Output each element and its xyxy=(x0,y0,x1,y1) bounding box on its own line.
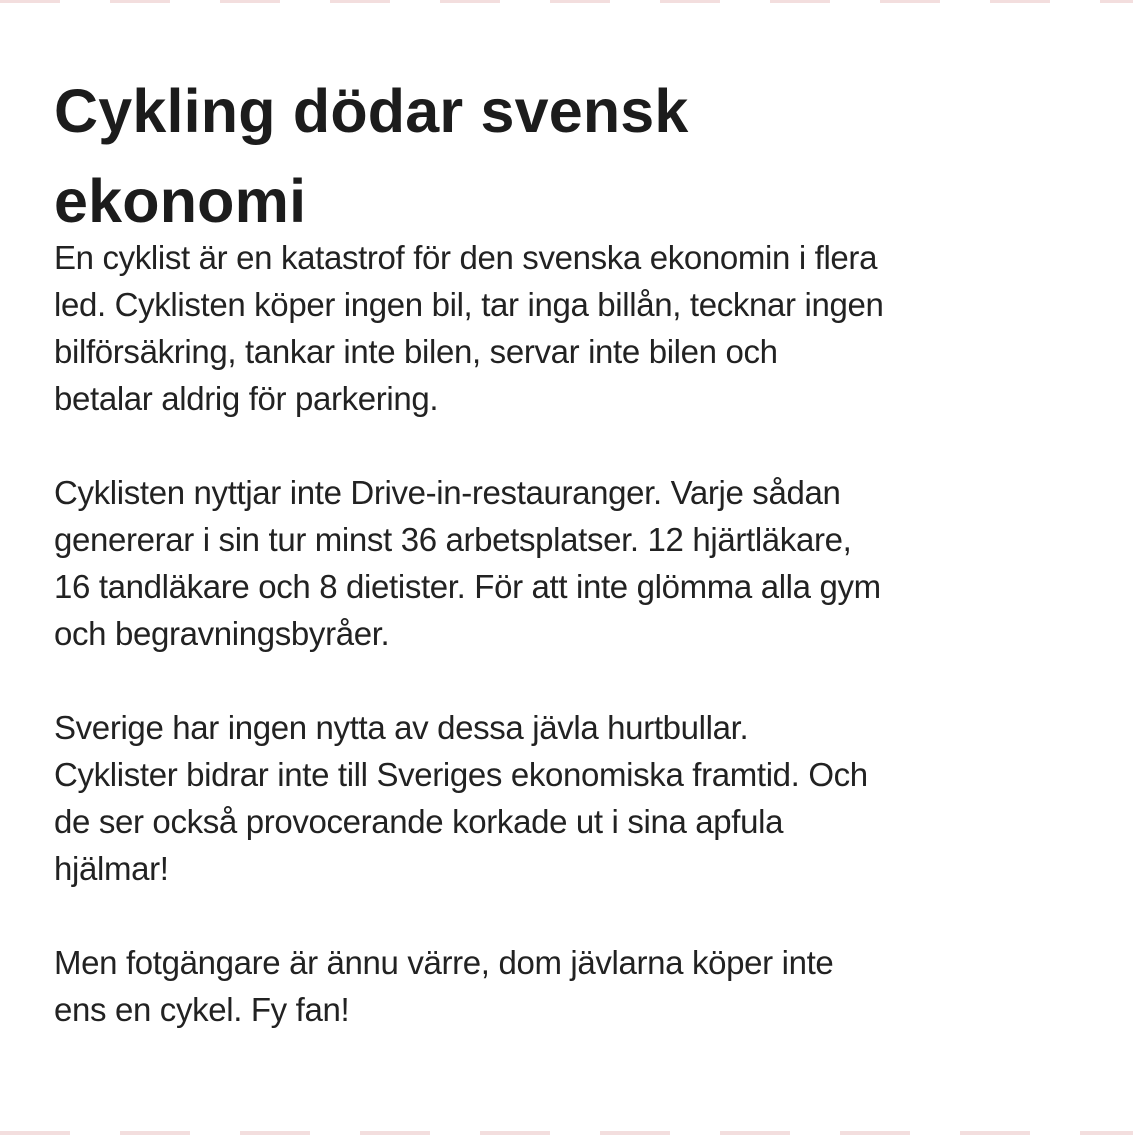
text-line: de ser också provocerande korkade ut i sina apfula xyxy=(54,803,784,840)
paragraph-4 xyxy=(54,939,1114,1033)
text-line: genererar i sin tur minst 36 arbetsplatser. 12 hjärtläkare, xyxy=(54,521,852,558)
article-title xyxy=(54,66,934,246)
text-line: ens en cykel. Fy fan! xyxy=(54,991,350,1028)
text-line: bilförsäkring, tankar inte bilen, servar inte bilen och xyxy=(54,333,778,370)
top-edge-divider xyxy=(0,0,1133,3)
paragraph-2 xyxy=(54,469,1114,657)
text-line: 16 tandläkare och 8 dietister. För att inte glömma alla gym xyxy=(54,568,881,605)
text-line: Cyklisten nyttjar inte Drive-in-restauranger. Varje sådan xyxy=(54,474,841,511)
text-line: betalar aldrig för parkering. xyxy=(54,380,439,417)
article xyxy=(54,66,1114,1080)
text-line: och begravningsbyråer. xyxy=(54,615,390,652)
paragraph-1 xyxy=(54,234,1114,422)
bottom-edge-divider xyxy=(0,1131,1133,1135)
article-body xyxy=(54,234,1114,1033)
text-line: En cyklist är en katastrof för den svenska ekonomin i flera xyxy=(54,239,878,276)
paragraph-3 xyxy=(54,704,1114,892)
article-title-line: Cykling dödar svensk xyxy=(54,77,689,145)
text-line: hjälmar! xyxy=(54,850,169,887)
article-title-line: ekonomi xyxy=(54,167,307,235)
text-line: Men fotgängare är ännu värre, dom jävlarna köper inte xyxy=(54,944,834,981)
text-line: led. Cyklisten köper ingen bil, tar inga billån, tecknar ingen xyxy=(54,286,884,323)
text-line: Sverige har ingen nytta av dessa jävla hurtbullar. xyxy=(54,709,749,746)
text-line: Cyklister bidrar inte till Sveriges ekonomiska framtid. Och xyxy=(54,756,868,793)
